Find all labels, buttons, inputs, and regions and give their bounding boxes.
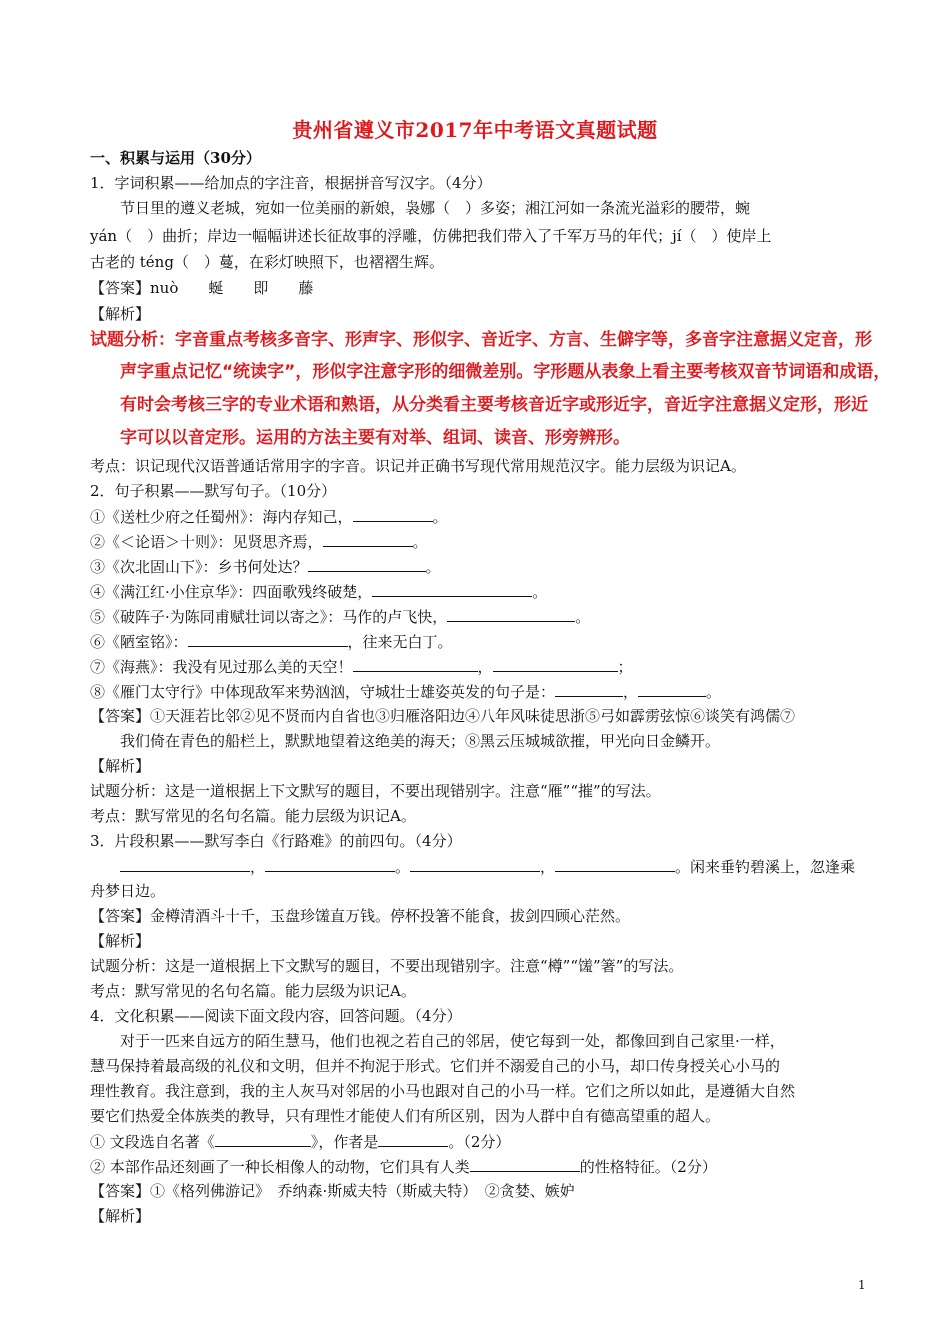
q2-item xyxy=(90,681,721,702)
q3-kaodian: 考点：默写常见的名句名篇。能力层级为识记A。 xyxy=(90,982,416,1000)
q2-kaodian: 考点：默写常见的名句名篇。能力层级为识记A。 xyxy=(90,807,416,825)
answer-blank[interactable] xyxy=(323,531,413,547)
q1-text-line: 古老的 téng（ ）蔓，在彩灯映照下，也褶褶生辉。 xyxy=(90,253,444,271)
q3-jiexi: 【解析】 xyxy=(90,932,151,950)
q4-passage-line: 对于一匹来自远方的陌生慧马，他们也视之若自己的邻居，使它每到一处，都像回到自己家里·一样， xyxy=(120,1032,785,1050)
q1-analysis-line: 试题分析：字音重点考核多音字、形声字、形似字、音近字、方言、生僻字等，多音字注意据义定音，形 xyxy=(90,330,872,350)
answer-blank[interactable] xyxy=(215,1131,311,1147)
item-text: 。闲来垂钓碧溪上，忽逢乘 xyxy=(675,858,856,876)
answer-blank[interactable] xyxy=(493,656,618,672)
item-text: ⑤《破阵子·为陈同甫赋壮词以寄之》：马作的卢飞快， xyxy=(90,608,448,626)
answer-blank[interactable] xyxy=(353,656,478,672)
q2-stem: 2．句子积累——默写句子。（10分） xyxy=(90,482,337,500)
q2-jiexi: 【解析】 xyxy=(90,757,151,775)
q1-text-line: 节日里的遵义老城，宛如一位美丽的新娘，袅娜（ ）多姿；湘江河如一条流光溢彩的腰带，蜿 xyxy=(120,199,751,217)
q2-answer: 【答案】①天涯若比邻②见不贤而内自省也③归雁洛阳边④八年风味徒思浙⑤弓如霹雳弦惊⑥谈笑有鸿儒⑦ xyxy=(90,707,796,725)
item-text: ②《＜论语＞十则》：见贤思齐焉， xyxy=(90,533,323,551)
item-text: ① 文段选自名著 xyxy=(90,1133,200,1151)
q2-item xyxy=(90,581,547,602)
q4-jiexi: 【解析】 xyxy=(90,1207,151,1225)
q2-item xyxy=(90,656,633,677)
answer-blank[interactable] xyxy=(555,681,623,697)
q4-sub-question xyxy=(90,1156,717,1177)
q1-analysis-line: 声字重点记忆“统读字”，形似字注意字形的细微差别。字形题从表象上看主要考核双音节词语和成语， xyxy=(120,362,891,382)
answer-blank[interactable] xyxy=(378,1131,448,1147)
answer-blank[interactable] xyxy=(353,506,433,522)
item-text: 。 xyxy=(425,558,441,576)
q1-analysis-line: 字可以以音定形。运用的方法主要有对举、组词、读音、形旁辨形。 xyxy=(120,428,630,448)
q3-text-cont: 舟梦日边。 xyxy=(90,882,166,900)
q3-blanks-line xyxy=(120,856,855,877)
q2-item xyxy=(90,506,448,527)
q3-answer: 【答案】金樽清酒斗十千，玉盘珍馐直万钱。停杯投箸不能食，拔剑四顾心茫然。 xyxy=(90,907,631,925)
q4-passage-line: 慧马保持着最高级的礼仪和文明，但并不拘泥于形式。它们并不溺爱自己的小马，却口传身授关心小马的 xyxy=(90,1057,781,1075)
q2-item xyxy=(90,606,590,627)
item-text: ， xyxy=(477,658,493,676)
q4-sub-question xyxy=(90,1131,510,1152)
item-text: 。 xyxy=(432,508,448,526)
q1-kaodian: 考点：识记现代汉语普通话常用字的字音。识记并正确书写现代常用规范汉字。能力层级为识记A。 xyxy=(90,457,746,475)
answer-blank[interactable] xyxy=(555,856,675,872)
item-text: 。 xyxy=(412,533,428,551)
q1-text-line: yán（ ）曲折；岸边一幅幅讲述长征故事的浮雕，仿佛把我们带入了千军万马的年代；jí（ ）使岸上 xyxy=(90,227,772,245)
answer-blank[interactable] xyxy=(447,606,575,622)
item-text: 。 xyxy=(706,683,722,701)
answer-blank[interactable] xyxy=(372,581,532,597)
q2-item xyxy=(90,556,441,577)
item-text: ④《满江红·小住京华》：四面歌残终破楚， xyxy=(90,583,373,601)
item-text: ，往来无白丁。 xyxy=(347,633,453,651)
q1-stem: 1．字词积累——给加点的字注音，根据拼音写汉字。（4分） xyxy=(90,174,492,192)
answer-blank[interactable] xyxy=(188,631,348,647)
q2-analysis: 试题分析：这是一道根据上下文默写的题目，不要出现错别字。注意“雁”“摧”的写法。 xyxy=(90,782,661,800)
item-text: ② 本部作品还刻画了一种长相像人的动物，它们具有人类 xyxy=(90,1158,470,1176)
item-text: ， xyxy=(540,858,556,876)
q2-answer-cont: 我们倚在青色的船栏上，默默地望着这绝美的海天；⑧黑云压城城欲摧，甲光向日金鳞开。 xyxy=(120,732,721,750)
answer-blank[interactable] xyxy=(470,1156,580,1172)
q3-stem: 3．片段积累——默写李白《行路难》的前四句。（4分） xyxy=(90,832,462,850)
section-heading: 一、积累与运用（30分） xyxy=(90,149,261,167)
answer-blank[interactable] xyxy=(265,856,395,872)
q1-answer: 【答案】nuò 蜒 即 藤 xyxy=(90,279,314,297)
page-title: 贵州省遵义市2017年中考语文真题试题 xyxy=(292,118,658,142)
item-text: ⑦《海燕》：我没有见过那么美的天空！ xyxy=(90,658,353,676)
item-text: 。（2分） xyxy=(448,1133,511,1151)
item-text: ③《次北固山下》：乡书何处达？ xyxy=(90,558,308,576)
item-text: ， xyxy=(623,683,639,701)
q2-item xyxy=(90,531,428,552)
item-text: ； xyxy=(617,658,633,676)
item-text: ⑧《雁门太守行》中体现敌军来势汹汹，守城壮士雄姿英发的句子是： xyxy=(90,683,556,701)
q4-passage-line: 要它们热爱全体族类的教导，只有理性才能使人们有所区别，因为人群中自有德高望重的超人。 xyxy=(90,1107,721,1125)
item-text: ， xyxy=(250,858,266,876)
item-text: ，作者是 xyxy=(318,1133,379,1151)
item-text: 《 xyxy=(199,1133,215,1151)
q3-analysis: 试题分析：这是一道根据上下文默写的题目，不要出现错别字。注意“樽”“馐”箸”的写法。 xyxy=(90,957,684,975)
page-number: 1 xyxy=(858,1278,866,1292)
q4-stem: 4．文化积累——阅读下面文段内容，回答问题。（4分） xyxy=(90,1007,462,1025)
q2-item xyxy=(90,631,453,652)
item-text: 的性格特征。（2分） xyxy=(579,1158,717,1176)
q1-jiexi: 【解析】 xyxy=(90,305,151,323)
item-text: 。 xyxy=(575,608,591,626)
item-text: ①《送杜少府之任蜀州》：海内存知己， xyxy=(90,508,353,526)
q4-passage-line: 理性教育。我注意到，我的主人灰马对邻居的小马也跟对自己的小马一样。它们之所以如此，是遵循大自然 xyxy=(90,1082,796,1100)
item-text: 。 xyxy=(395,858,411,876)
item-text: 》 xyxy=(310,1133,319,1151)
answer-blank[interactable] xyxy=(638,681,706,697)
answer-blank[interactable] xyxy=(410,856,540,872)
answer-blank[interactable] xyxy=(308,556,426,572)
answer-blank[interactable] xyxy=(120,856,250,872)
item-text: ⑥《陋室铭》： xyxy=(90,633,188,651)
item-text: 。 xyxy=(532,583,548,601)
q4-answer: 【答案】①《格列佛游记》 乔纳森·斯威夫特（斯威夫特） ②贪婪、嫉妒 xyxy=(90,1182,575,1200)
q1-analysis-line: 有时会考核三字的专业术语和熟语，从分类看主要考核音近字或形近字，音近字注意据义定形，形近 xyxy=(120,395,868,415)
